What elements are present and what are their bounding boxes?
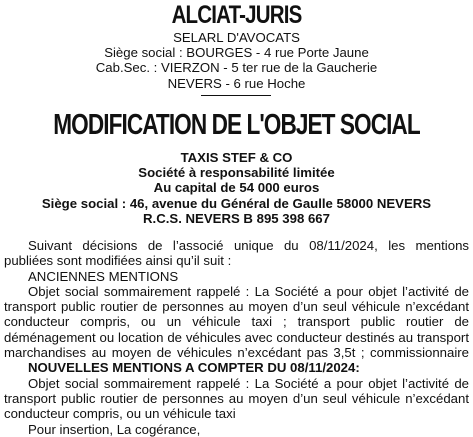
body-line: publiées sont modifiées ainsi qu’il suit :	[4, 253, 232, 269]
notice-body	[4, 238, 469, 437]
firm-nevers-office: NEVERS - 6 rue Hoche	[167, 75, 306, 91]
firm-secondary-office: Cab.Sec. : VIERZON - 5 ter rue de la Gaucherie	[95, 60, 378, 76]
header-divider	[201, 95, 271, 96]
firm-name: ALCIAT-JURIS	[171, 1, 302, 29]
company-head-office: Siège social : 46, avenue du Général de Gaulle 58000 NEVERS	[41, 195, 432, 211]
body-line: marchandises au moyen de véhicules n’excédant pas 3,5t ; commissionnaire	[4, 345, 469, 361]
notice-title: MODIFICATION DE L'OBJET SOCIAL	[53, 109, 420, 141]
body-line: transport public routier de personnes au moyen d’un seul véhicule n’excédant	[4, 299, 469, 315]
company-capital: Au capital de 54 000 euros	[153, 180, 320, 196]
company-name: TAXIS STEF & CO	[180, 150, 293, 165]
body-line: Suivant décisions de l’associé unique du 08/11/2024, les mentions	[28, 238, 469, 253]
firm-head-office: Siège social : BOURGES - 4 rue Porte Jaune	[104, 45, 369, 61]
firm-address-block	[0, 30, 473, 91]
company-details	[0, 150, 473, 226]
body-line: conducteur compris, ou un véhicule taxi ; transport public routier de	[4, 314, 469, 330]
body-line: Objet social sommairement rappelé : La Société a pour objet l’activité de	[28, 375, 469, 391]
company-registration: R.C.S. NEVERS B 895 398 667	[143, 210, 330, 226]
body-line: Objet social sommairement rappelé : La Société a pour objet l’activité de	[28, 283, 469, 299]
new-mentions-heading: NOUVELLES MENTIONS A COMPTER DU 08/11/2024:	[28, 360, 360, 376]
body-line: transport public routier de personnes au moyen d’un seul véhicule n’excédant	[4, 390, 469, 406]
body-line: déménagement ou location de véhicules avec conducteur destinés au transport	[4, 329, 469, 345]
body-line: conducteur compris, ou un véhicule taxi	[4, 406, 236, 422]
firm-legal-form: SELARL D'AVOCATS	[173, 30, 300, 45]
previous-mentions-heading: ANCIENNES MENTIONS	[28, 268, 179, 284]
company-legal-form: Société à responsabilité limitée	[138, 165, 335, 181]
signature-line: Pour insertion, La cogérance,	[28, 421, 201, 437]
